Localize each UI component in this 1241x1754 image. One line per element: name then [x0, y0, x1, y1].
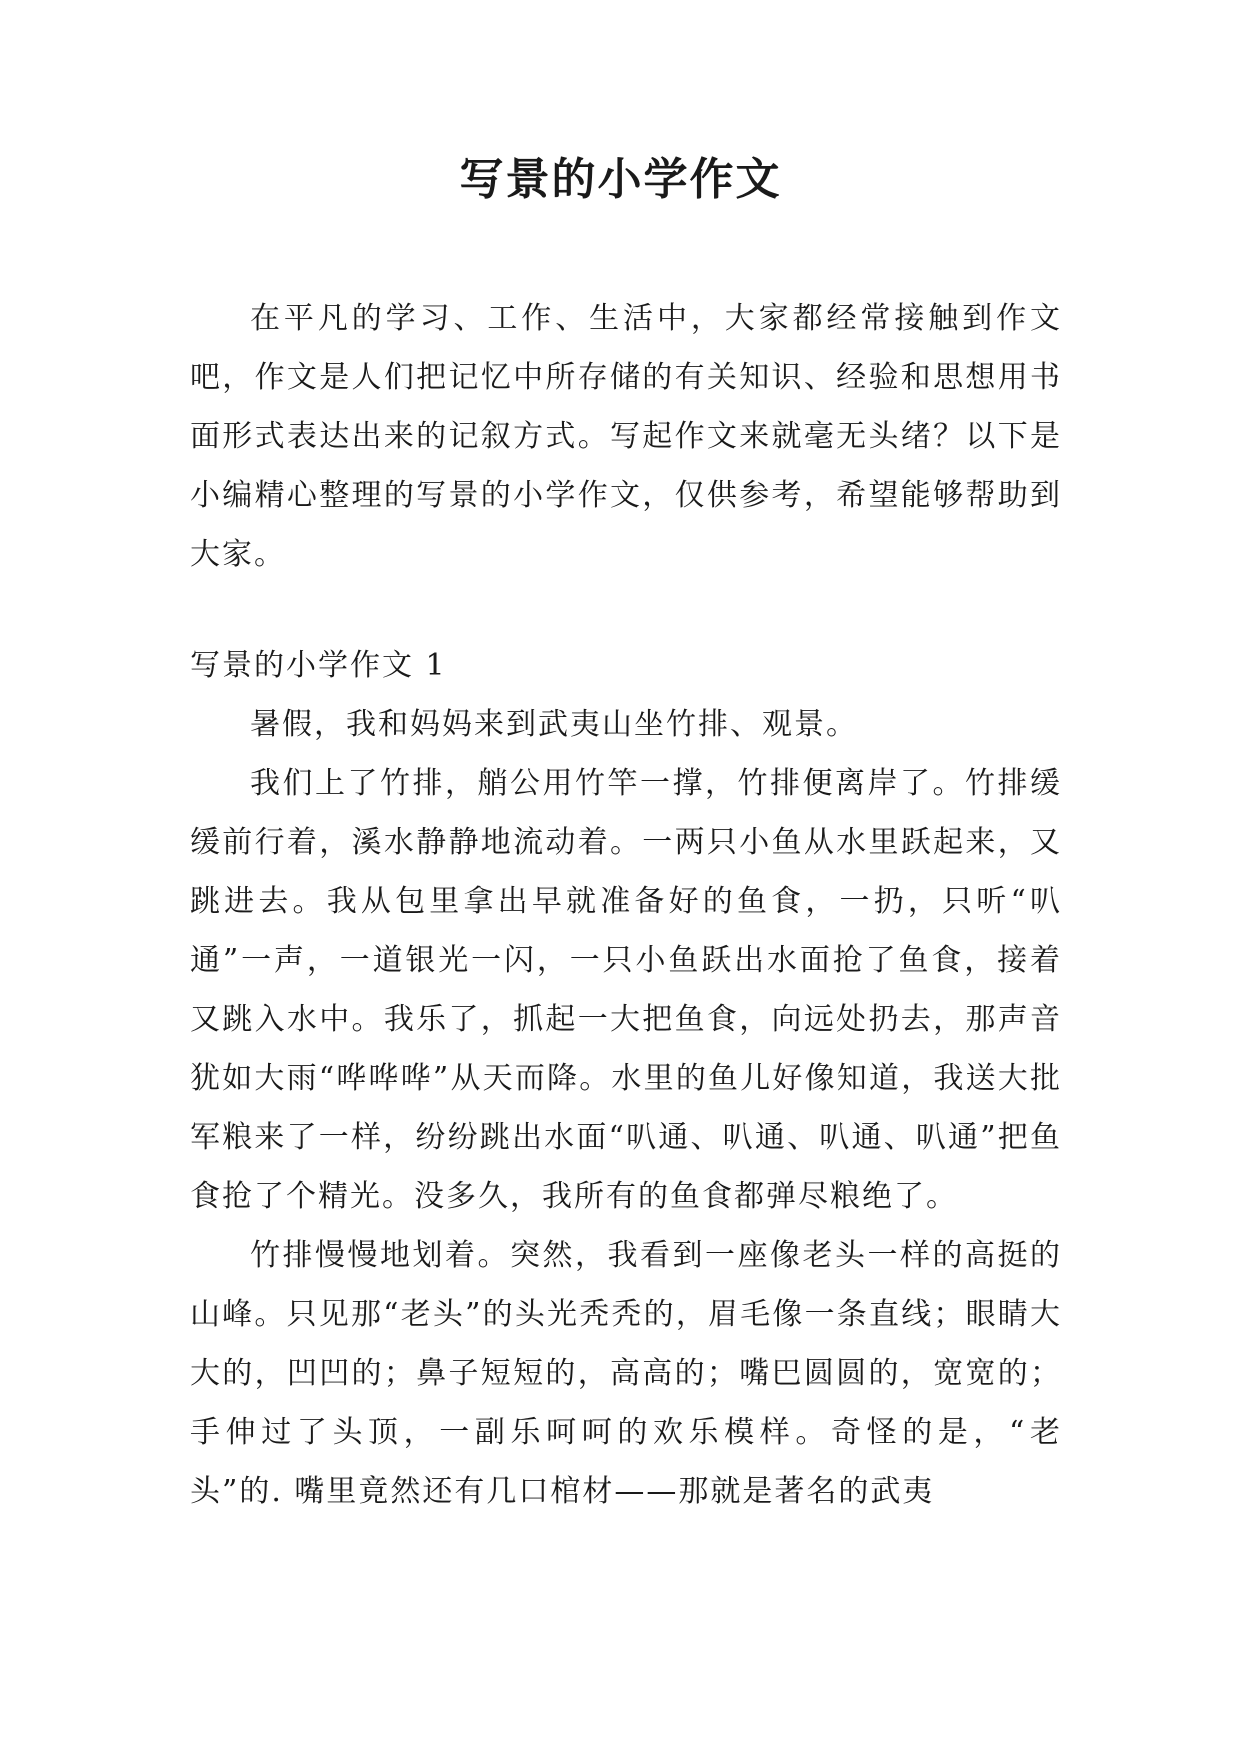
essay-paragraph-1: 暑假，我和妈妈来到武夷山坐竹排、观景。	[250, 707, 858, 742]
essay-paragraph-2: 我们上了竹排，艄公用竹竿一撑，竹排便离岸了。竹排缓缓前行着，溪水静静地流动着。一两只小鱼从水里跃起来，又跳进去。我从包里拿出早就准备好的鱼食，一扔，只听“叭通”一声，一道银光一闪，一只小鱼跃出水面抢了鱼食，接着又跳入水中。我乐了，抓起一大把鱼食，向远处扔去，那声音犹如大雨“哗哗哗”从天而降。水里的鱼儿好像知道，我送大批军粮来了一样，纷纷跳出水面“叭通、叭通、叭通、叭通”把鱼食抢了个精光。没多久，我所有的鱼食都弹尽粮绝了。	[190, 766, 1062, 1214]
essay-paragraph-3: 竹排慢慢地划着。突然，我看到一座像老头一样的高挺的山峰。只见那“老头”的头光秃秃的，眉毛像一条直线；眼睛大大的，凹凹的；鼻子短短的，高高的；嘴巴圆圆的，宽宽的；手伸过了头顶，一副乐呵呵的欢乐模样。奇怪的是，“老头”的. 嘴里竟然还有几口棺材——那就是著名的武夷	[190, 1238, 1062, 1509]
document-title: 写景的小学作文	[459, 154, 782, 205]
intro-paragraph: 在平凡的学习、工作、生活中，大家都经常接触到作文吧，作文是人们把记忆中所存储的有关知识、经验和思想用书面形式表达出来的记叙方式。写起作文来就毫无头绪？以下是小编精心整理的写景的小学作文，仅供参考，希望能够帮助到大家。	[190, 301, 1062, 572]
section-heading: 写景的小学作文 1	[190, 648, 447, 683]
essay-body	[190, 695, 1062, 1521]
intro-section	[190, 289, 1062, 584]
